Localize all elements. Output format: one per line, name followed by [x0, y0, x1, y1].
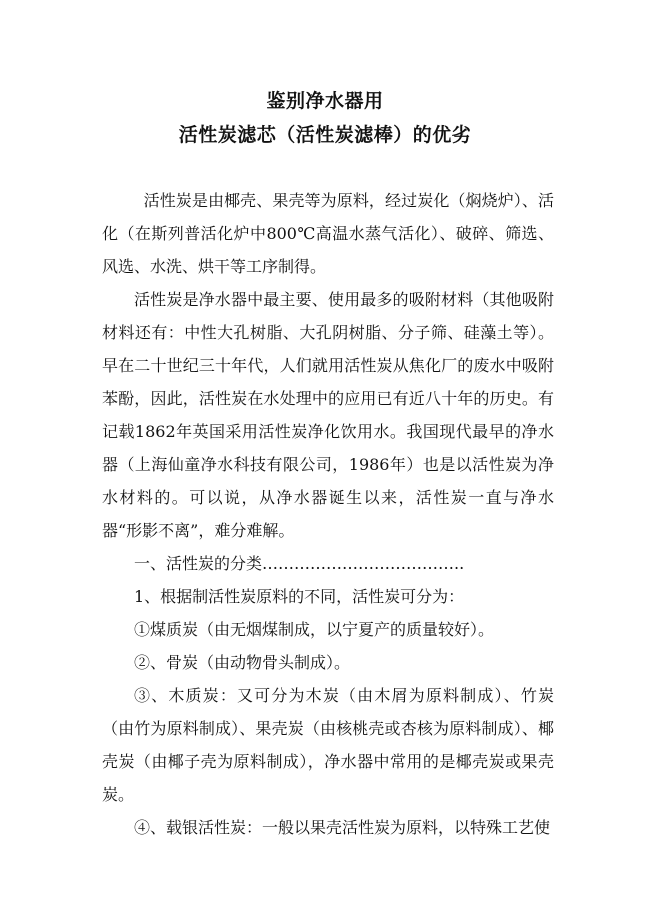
list-item-bone-carbon: ②、骨炭（由动物骨头制成）。: [134, 653, 351, 672]
paragraph-intro: 活性炭是由椰壳、果壳等为原料，经过炭化（焖烧炉）、活化（在斯列普活化炉中800℃高温水蒸气活化）、破碎、筛选、风选、水洗、烘干等工序制得。: [102, 191, 554, 276]
list-item-wood-carbon: ③、木质炭：又可分为木炭（由木屑为原料制成）、竹炭（由竹为原料制成）、果壳炭（由核桃壳或杏核为原料制成）、椰壳炭（由椰子壳为原料制成），净水器中常用的是椰壳炭或果壳炭。: [102, 686, 554, 804]
document-title-line2: 活性炭滤芯（活性炭滤棒）的优劣: [178, 124, 472, 146]
subsection-heading-raw-material: 1、根据制活性炭原料的不同，活性炭可分为：: [134, 587, 465, 606]
list-item-coal-carbon: ①煤质炭（由无烟煤制成，以宁夏产的质量较好）。: [134, 620, 495, 639]
section-heading-classification: 一、活性炭的分类………………………………..: [134, 554, 465, 573]
paragraph-history: 活性炭是净水器中最主要、使用最多的吸附材料（其他吸附材料还有：中性大孔树脂、大孔阴树脂、分子筛、硅藻土等）。早在二十世纪三十年代，人们就用活性炭从焦化厂的废水中吸附苯酚，因此，活性炭在水处理中的应用已有近八十年的历史。有记载1862年英国采用活性炭净化饮用水。我国现代最早的净水器（上海仙童净水科技有限公司，1986年）也是以活性炭为净水材料的。可以说，从净水器诞生以来，活性炭一直与净水器“形影不离”，难分难解。: [102, 290, 554, 540]
list-item-silver-carbon: ④、载银活性炭：一般以果壳活性炭为原料，以特殊工艺使: [134, 818, 551, 837]
document-body: [102, 184, 554, 844]
document-title-line1: 鉴别净水器用: [266, 90, 384, 112]
